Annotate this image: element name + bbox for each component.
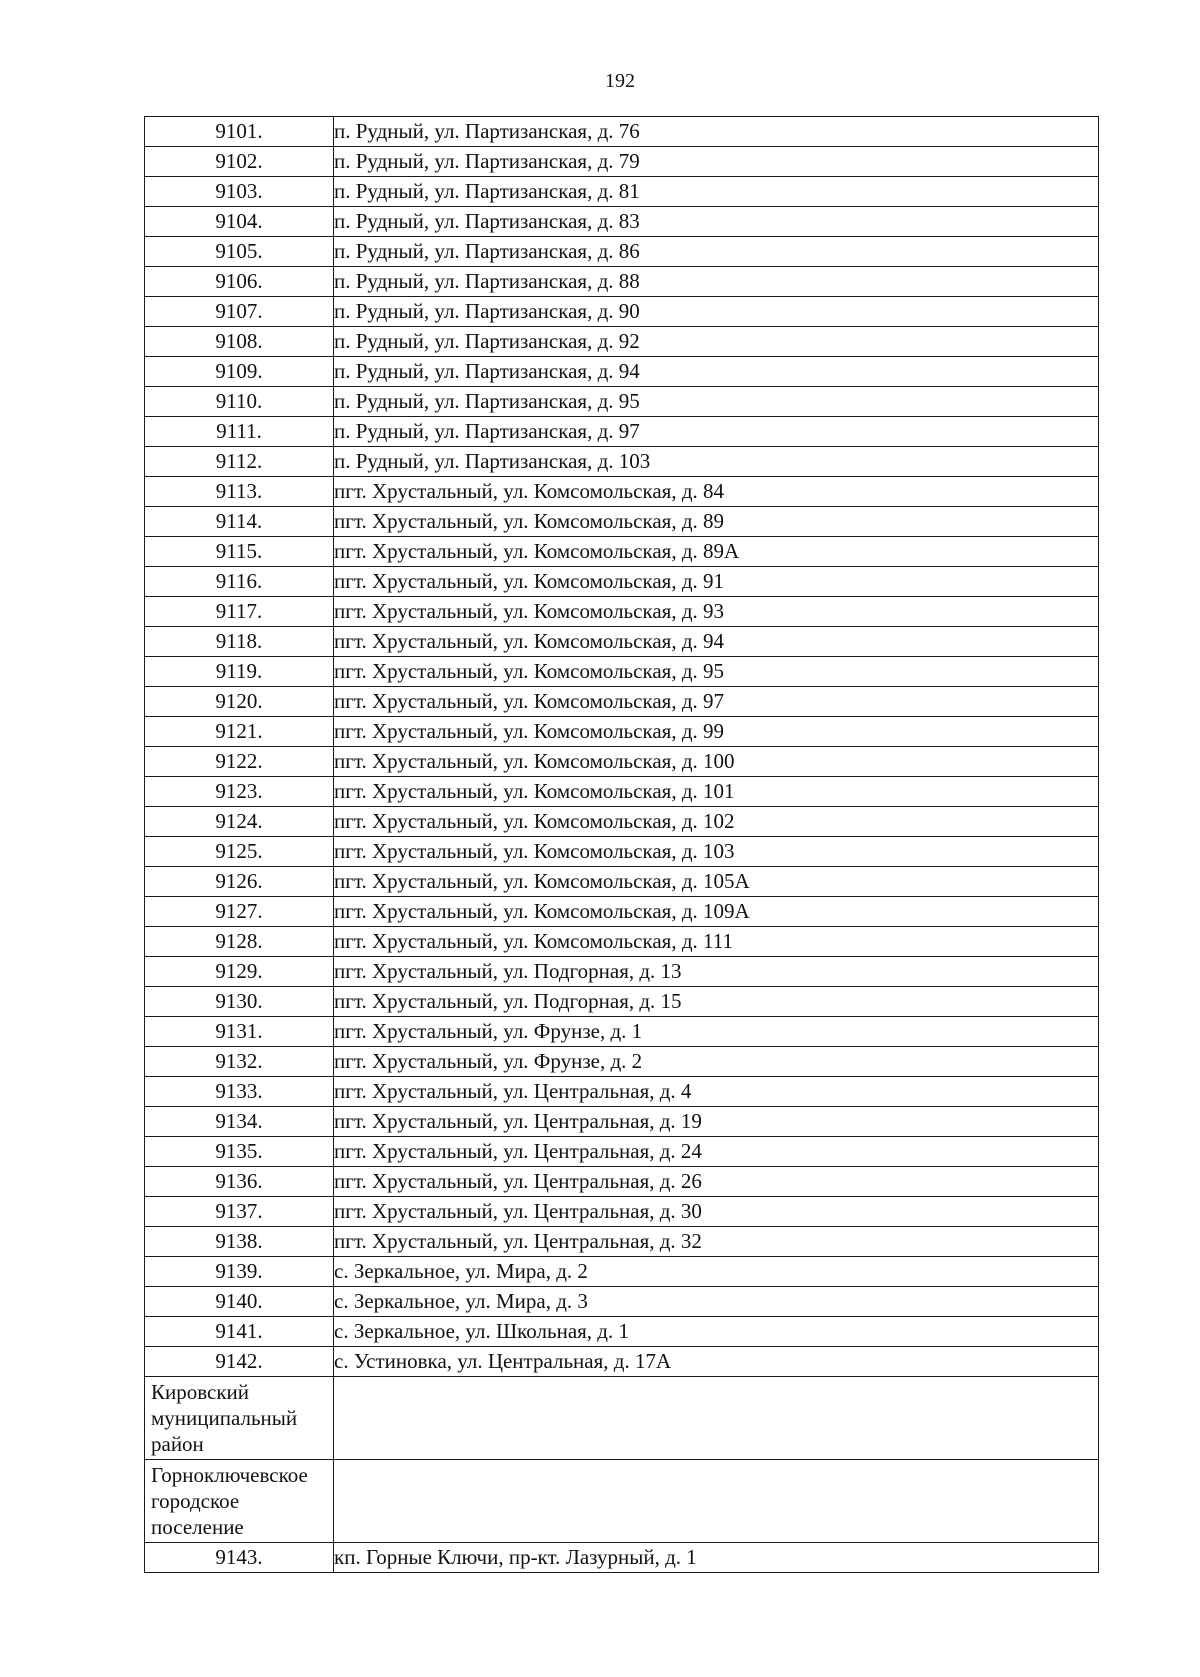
row-number-cell: 9102.: [145, 147, 334, 177]
district-name-cell: [145, 1377, 334, 1460]
table-row: [145, 1197, 1099, 1227]
table-row: [145, 1257, 1099, 1287]
address-cell: с. Зеркальное, ул. Мира, д. 3: [334, 1287, 1099, 1317]
address-cell: пгт. Хрустальный, ул. Фрунзе, д. 2: [334, 1047, 1099, 1077]
address-cell: пгт. Хрустальный, ул. Комсомольская, д. 101: [334, 777, 1099, 807]
table-row: [145, 807, 1099, 837]
table-row: [145, 297, 1099, 327]
row-number-cell: 9106.: [145, 267, 334, 297]
table-row: [145, 147, 1099, 177]
address-cell: п. Рудный, ул. Партизанская, д. 97: [334, 417, 1099, 447]
row-number-cell: 9109.: [145, 357, 334, 387]
address-cell: с. Зеркальное, ул. Школьная, д. 1: [334, 1317, 1099, 1347]
settlement-name-cell: [145, 1460, 334, 1543]
table-row: [145, 1107, 1099, 1137]
address-cell: с. Устиновка, ул. Центральная, д. 17А: [334, 1347, 1099, 1377]
settlement-name-line: городское: [151, 1489, 240, 1513]
address-cell: п. Рудный, ул. Партизанская, д. 86: [334, 237, 1099, 267]
row-number-cell: 9129.: [145, 957, 334, 987]
table-row: [145, 957, 1099, 987]
table-row: [145, 537, 1099, 567]
section-row-district: [145, 1377, 1099, 1460]
section-row-settlement: [145, 1460, 1099, 1543]
address-cell: пгт. Хрустальный, ул. Центральная, д. 19: [334, 1107, 1099, 1137]
address-cell: пгт. Хрустальный, ул. Фрунзе, д. 1: [334, 1017, 1099, 1047]
row-number-cell: 9107.: [145, 297, 334, 327]
table-row: [145, 1167, 1099, 1197]
address-cell: пгт. Хрустальный, ул. Комсомольская, д. 102: [334, 807, 1099, 837]
row-number-cell: 9134.: [145, 1107, 334, 1137]
table-row: [145, 477, 1099, 507]
district-name-line: муниципальный: [151, 1406, 298, 1430]
address-cell: пгт. Хрустальный, ул. Комсомольская, д. 111: [334, 927, 1099, 957]
address-cell: п. Рудный, ул. Партизанская, д. 94: [334, 357, 1099, 387]
row-number-cell: 9138.: [145, 1227, 334, 1257]
table-row: [145, 897, 1099, 927]
empty-cell: [334, 1460, 1099, 1543]
address-cell: пгт. Хрустальный, ул. Центральная, д. 30: [334, 1197, 1099, 1227]
row-number-cell: 9116.: [145, 567, 334, 597]
table-row: [145, 267, 1099, 297]
row-number-cell: 9104.: [145, 207, 334, 237]
table-row: [145, 927, 1099, 957]
row-number-cell: 9112.: [145, 447, 334, 477]
table-row: [145, 1077, 1099, 1107]
row-number-cell: 9122.: [145, 747, 334, 777]
table-row: [145, 1317, 1099, 1347]
row-number-cell: 9126.: [145, 867, 334, 897]
row-number-cell: 9103.: [145, 177, 334, 207]
table-row: [145, 837, 1099, 867]
address-cell: пгт. Хрустальный, ул. Комсомольская, д. 99: [334, 717, 1099, 747]
address-cell: п. Рудный, ул. Партизанская, д. 103: [334, 447, 1099, 477]
address-cell: пгт. Хрустальный, ул. Комсомольская, д. 89: [334, 507, 1099, 537]
empty-cell: [334, 1377, 1099, 1460]
row-number-cell: 9131.: [145, 1017, 334, 1047]
table-row: [145, 597, 1099, 627]
address-registry-table: [144, 116, 1099, 1573]
settlement-name-line: поселение: [151, 1515, 244, 1539]
address-cell: с. Зеркальное, ул. Мира, д. 2: [334, 1257, 1099, 1287]
page-number: 192: [605, 70, 635, 92]
address-cell: кп. Горные Ключи, пр-кт. Лазурный, д. 1: [334, 1543, 1099, 1573]
address-cell: п. Рудный, ул. Партизанская, д. 95: [334, 387, 1099, 417]
address-cell: пгт. Хрустальный, ул. Комсомольская, д. 91: [334, 567, 1099, 597]
table-row: [145, 507, 1099, 537]
row-number-cell: 9139.: [145, 1257, 334, 1287]
table-row: [145, 1047, 1099, 1077]
table-row: [145, 357, 1099, 387]
address-cell: пгт. Хрустальный, ул. Комсомольская, д. 100: [334, 747, 1099, 777]
row-number-cell: 9142.: [145, 1347, 334, 1377]
address-cell: п. Рудный, ул. Партизанская, д. 90: [334, 297, 1099, 327]
row-number-cell: 9140.: [145, 1287, 334, 1317]
row-number-cell: 9127.: [145, 897, 334, 927]
address-cell: п. Рудный, ул. Партизанская, д. 76: [334, 117, 1099, 147]
address-cell: п. Рудный, ул. Партизанская, д. 83: [334, 207, 1099, 237]
row-number-cell: 9118.: [145, 627, 334, 657]
address-cell: пгт. Хрустальный, ул. Комсомольская, д. 89А: [334, 537, 1099, 567]
section-district: [145, 1377, 1099, 1543]
table-row: [145, 327, 1099, 357]
address-cell: пгт. Хрустальный, ул. Комсомольская, д. 103: [334, 837, 1099, 867]
address-cell: пгт. Хрустальный, ул. Центральная, д. 24: [334, 1137, 1099, 1167]
row-number-cell: 9121.: [145, 717, 334, 747]
table-row: [145, 1287, 1099, 1317]
row-number-cell: 9123.: [145, 777, 334, 807]
table-row: [145, 777, 1099, 807]
row-number-cell: 9124.: [145, 807, 334, 837]
address-cell: пгт. Хрустальный, ул. Центральная, д. 4: [334, 1077, 1099, 1107]
district-name-line: Кировский: [151, 1380, 250, 1404]
table-row: [145, 747, 1099, 777]
address-cell: п. Рудный, ул. Партизанская, д. 88: [334, 267, 1099, 297]
district-name-line: район: [151, 1432, 204, 1456]
table-row: [145, 717, 1099, 747]
row-number-cell: 9125.: [145, 837, 334, 867]
address-cell: п. Рудный, ул. Партизанская, д. 79: [334, 147, 1099, 177]
row-number-cell: 9132.: [145, 1047, 334, 1077]
table-row: [145, 687, 1099, 717]
address-cell: пгт. Хрустальный, ул. Комсомольская, д. 97: [334, 687, 1099, 717]
table-row: [145, 567, 1099, 597]
settlement-name-line: Горноключевское: [151, 1463, 308, 1487]
table-row: [145, 237, 1099, 267]
table-row: [145, 1017, 1099, 1047]
row-number-cell: 9105.: [145, 237, 334, 267]
table-row: [145, 417, 1099, 447]
table-row: [145, 1543, 1099, 1573]
rows-group-b: [145, 1543, 1099, 1573]
table-row: [145, 177, 1099, 207]
row-number-cell: 9119.: [145, 657, 334, 687]
table-row: [145, 867, 1099, 897]
address-cell: пгт. Хрустальный, ул. Комсомольская, д. 94: [334, 627, 1099, 657]
table-row: [145, 117, 1099, 147]
address-cell: пгт. Хрустальный, ул. Комсомольская, д. 84: [334, 477, 1099, 507]
address-cell: пгт. Хрустальный, ул. Комсомольская, д. 93: [334, 597, 1099, 627]
table-row: [145, 627, 1099, 657]
row-number-cell: 9137.: [145, 1197, 334, 1227]
table-row: [145, 657, 1099, 687]
rows-group-a: [145, 117, 1099, 1377]
address-cell: пгт. Хрустальный, ул. Комсомольская, д. 105А: [334, 867, 1099, 897]
row-number-cell: 9110.: [145, 387, 334, 417]
row-number-cell: 9133.: [145, 1077, 334, 1107]
row-number-cell: 9130.: [145, 987, 334, 1017]
row-number-cell: 9117.: [145, 597, 334, 627]
row-number-cell: 9101.: [145, 117, 334, 147]
table-row: [145, 1227, 1099, 1257]
table-row: [145, 387, 1099, 417]
address-cell: пгт. Хрустальный, ул. Комсомольская, д. 95: [334, 657, 1099, 687]
address-cell: пгт. Хрустальный, ул. Центральная, д. 26: [334, 1167, 1099, 1197]
address-cell: пгт. Хрустальный, ул. Центральная, д. 32: [334, 1227, 1099, 1257]
row-number-cell: 9143.: [145, 1543, 334, 1573]
row-number-cell: 9111.: [145, 417, 334, 447]
table-row: [145, 987, 1099, 1017]
address-cell: пгт. Хрустальный, ул. Подгорная, д. 13: [334, 957, 1099, 987]
row-number-cell: 9115.: [145, 537, 334, 567]
row-number-cell: 9114.: [145, 507, 334, 537]
row-number-cell: 9128.: [145, 927, 334, 957]
table-row: [145, 1347, 1099, 1377]
row-number-cell: 9135.: [145, 1137, 334, 1167]
row-number-cell: 9108.: [145, 327, 334, 357]
row-number-cell: 9120.: [145, 687, 334, 717]
address-cell: п. Рудный, ул. Партизанская, д. 92: [334, 327, 1099, 357]
row-number-cell: 9141.: [145, 1317, 334, 1347]
address-cell: пгт. Хрустальный, ул. Комсомольская, д. 109А: [334, 897, 1099, 927]
table-row: [145, 207, 1099, 237]
address-cell: пгт. Хрустальный, ул. Подгорная, д. 15: [334, 987, 1099, 1017]
row-number-cell: 9113.: [145, 477, 334, 507]
row-number-cell: 9136.: [145, 1167, 334, 1197]
table-row: [145, 447, 1099, 477]
table-row: [145, 1137, 1099, 1167]
address-cell: п. Рудный, ул. Партизанская, д. 81: [334, 177, 1099, 207]
